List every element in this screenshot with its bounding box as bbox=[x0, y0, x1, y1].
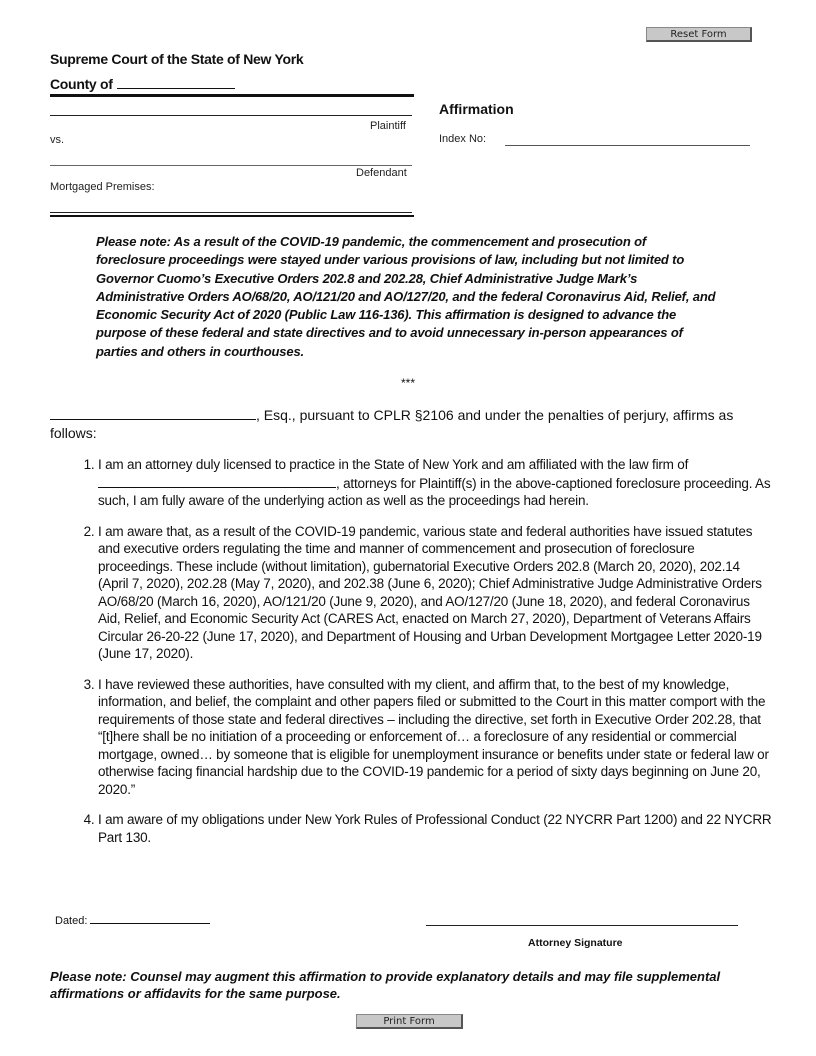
dated-label: Dated: bbox=[55, 915, 88, 927]
county-field[interactable] bbox=[117, 76, 235, 89]
paragraph-1 bbox=[98, 456, 772, 510]
caption-bottom-rule bbox=[50, 215, 414, 217]
intro-text: , Esq., pursuant to CPLR §2106 and under the penalties of perjury, affirms as follows: bbox=[50, 407, 734, 441]
defendant-field[interactable] bbox=[50, 165, 412, 166]
dated-field[interactable] bbox=[90, 913, 210, 924]
paragraph-3-text: I have reviewed these authorities, have consulted with my client, and affirm that, to the best of my knowledge, information, and belief, the complaint and other papers filed or submitted to the Court in this matter comport with the requirements of those state and federal directives – including the directive, set forth in Executive Order 202.28, that “[t]here shall be no initiation of a proceeding or enforcement of… a foreclosure of any residential or commercial mortgage, owned… by someone that is eligible for unemployment insurance or benefits under state or federal law or otherwise facing financial hardship due to the COVID-19 pandemic for a period of sixty days beginning on June 20, 2020.” bbox=[98, 676, 769, 797]
index-no-field[interactable] bbox=[505, 145, 750, 146]
dated-row bbox=[55, 913, 210, 927]
caption-top-rule bbox=[50, 94, 414, 97]
court-title: Supreme Court of the State of New York bbox=[50, 51, 304, 67]
counsel-notice: Please note: Counsel may augment this affirmation to provide explanatory details and may file supplemental affirmations or affidavits for the same purpose. bbox=[50, 969, 721, 1001]
section-separator: *** bbox=[400, 376, 415, 390]
premises-field[interactable] bbox=[50, 212, 412, 213]
paragraph-4-text: I am aware of my obligations under New York Rules of Professional Conduct (22 NYCRR Part 1200) and 22 NYCRR Part 130. bbox=[98, 812, 772, 845]
vs-label: vs. bbox=[50, 134, 65, 146]
paragraph-2 bbox=[98, 523, 772, 663]
signature-label: Attorney Signature bbox=[528, 937, 623, 949]
county-row bbox=[50, 76, 235, 92]
paragraph-3 bbox=[98, 676, 772, 799]
paragraph-2-text: I am aware that, as a result of the COVID-19 pandemic, various state and federal authorities have issued statutes and executive orders regulating the time and manner of commencement and prosecution of foreclosure proceedings. These include (without limitation), gubernatorial Executive Orders 202.8 (March 20, 2020), 202.14 (April 7, 2020), 202.28 (May 7, 2020), and 202.38 (June 6, 2020); Chief Administrative Judge Administrative Orders AO/68/20 (March 16, 2020), AO/121/20 (June 9, 2020), and AO/127/20 (June 18, 2020), and federal Coronavirus Aid, Relief, and Economic Security Act (CARES Act, enacted on March 27, 2020), Department of Veterans Affairs Circular 26-20-22 (June 17, 2020), and Department of Housing and Urban Development Mortgagee Letter 2020-19 (June 17, 2020). bbox=[98, 523, 762, 661]
plaintiff-label: Plaintiff bbox=[370, 120, 406, 132]
reset-form-button[interactable]: Reset Form bbox=[646, 27, 752, 42]
affirmation-intro bbox=[50, 406, 770, 442]
index-no-label: Index No: bbox=[439, 133, 487, 145]
signature-field[interactable] bbox=[426, 925, 738, 926]
print-form-button[interactable]: Print Form bbox=[356, 1014, 463, 1029]
paragraph-4 bbox=[98, 811, 772, 846]
covid-notice: Please note: As a result of the COVID-19 pandemic, the commencement and prosecution of foreclosure proceedings were stayed under various provisions of law, including but not limited to Governor Cuomo’s Executive Orders 202.8 and 202.28, Chief Administrative Judge Mark’s Administrative Orders AO/68/20, AO/121/20 and AO/127/20, and the federal Coronavirus Aid, Relief, and Economic Security Act of 2020 (Public Law 116-136). This affirmation is designed to advance the purpose of these federal and state directives and to avoid unnecessary in-person appearances of parties and others in courthouses. bbox=[96, 234, 716, 359]
affirmation-paragraphs bbox=[50, 456, 772, 859]
county-label: County of bbox=[50, 76, 113, 92]
defendant-label: Defendant bbox=[356, 167, 407, 179]
document-title: Affirmation bbox=[439, 101, 514, 117]
paragraph-1-text: I am an attorney duly licensed to practice in the State of New York and am affiliated with the law firm of bbox=[98, 457, 689, 472]
mortgaged-premises-label: Mortgaged Premises: bbox=[50, 181, 155, 193]
plaintiff-field[interactable] bbox=[50, 115, 412, 116]
attorney-name-field[interactable] bbox=[50, 406, 256, 420]
paragraph-1-text-cont: , attorneys for Plaintiff(s) in the above-captioned foreclosure proceeding. As such, I am fully aware of the underlying action as well as the proceedings had herein. bbox=[98, 475, 771, 508]
law-firm-field[interactable] bbox=[98, 474, 336, 488]
